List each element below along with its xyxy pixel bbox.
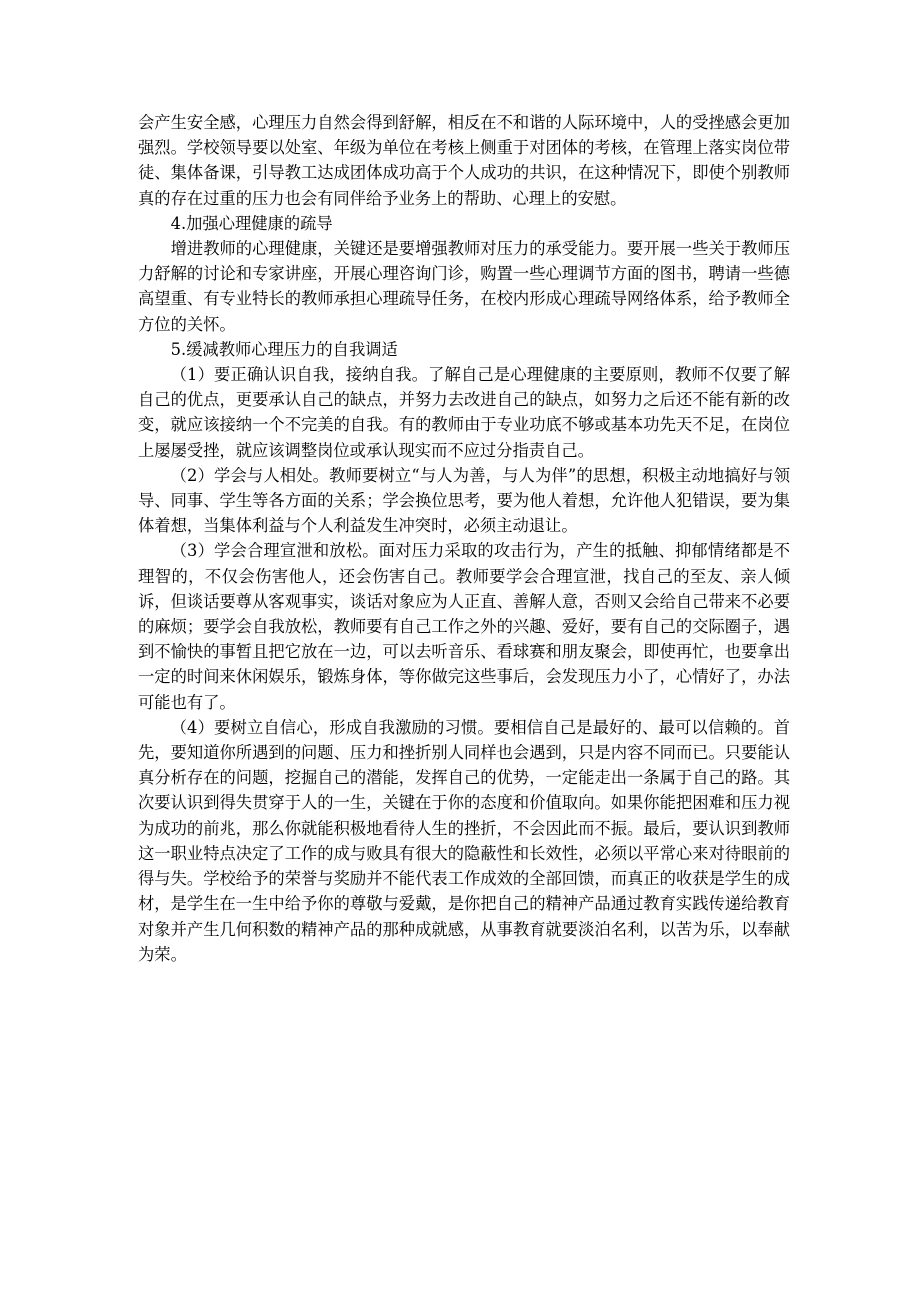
paragraph-4: 增进教师的心理健康，关键还是要增强教师对压力的承受能力。要开展一些关于教师压力舒解的讨论和专家讲座，开展心理咨询门诊，购置一些心理调节方面的图书，聘请一些德高望重、有专业特长的教师承担心理疏导任务，在校内形成心理疏导网络体系，给予教师全方位的关怀。 xyxy=(138,239,790,334)
paragraph-intro: 会产生安全感，心理压力自然会得到舒解，相反在不和谐的人际环境中，人的受挫感会更加强烈。学校领导要以处室、年级为单位在考核上侧重于对团体的考核，在管理上落实岗位带徒、集体备课，引导教工达成团体成功高于个人成功的共识，在这种情况下，即使个别教师真的存在过重的压力也会有同伴给予业务上的帮助、心理上的安慰。 xyxy=(138,113,790,208)
paragraph-5-1: （1）要正确认识自我，接纳自我。了解自己是心理健康的主要原则，教师不仅要了解自己的优点，更要承认自己的缺点，并努力去改进自己的缺点，如努力之后还不能有新的改变，就应该接纳一个不完美的自我。有的教师由于专业功底不够或基本功先天不足，在岗位上屡屡受挫，就应该调整岗位或承认现实而不应过分指责自己。 xyxy=(138,365,790,460)
paragraph-5-2: （2）学会与人相处。教师要树立“与人为善，与人为伴”的思想，积极主动地搞好与领导、同事、学生等各方面的关系；学会换位思考，要为他人着想，允许他人犯错误，要为集体着想，当集体利益与个人利益发生冲突时，必须主动退让。 xyxy=(138,465,790,536)
paragraph-5-3: （3）学会合理宣泄和放松。面对压力采取的攻击行为，产生的抵触、抑郁情绪都是不理智的，不仅会伤害他人，还会伤害自己。教师要学会合理宣泄，找自己的至友、亲人倾诉，但谈话要尊从客观事实，谈话对象应为人正直、善解人意，否则又会给自己带来不必要的麻烦；要学会自我放松，教师要有自己工作之外的兴趣、爱好，要有自己的交际圈子，遇到不愉快的事暂且把它放在一边，可以去听音乐、看球赛和朋友聚会，即使再忙，也要拿出一定的时间来休闲娱乐，锻炼身体，等你做完这些事后，会发现压力小了，心情好了，办法可能也有了。 xyxy=(138,541,790,712)
section-heading-4: 4.加强心理健康的疏导 xyxy=(170,213,333,233)
paragraph-5-4: （4）要树立自信心，形成自我激励的习惯。要相信自己是最好的、最可以信赖的。首先，要知道你所遇到的问题、压力和挫折别人同样也会遇到，只是内容不同而已。只要能认真分析存在的问题，挖掘自己的潜能，发挥自己的优势，一定能走出一条属于自己的路。其次要认识到得失贯穿于人的一生，关键在于你的态度和价值取向。如果你能把困难和压力视为成功的前兆，那么你就能积极地看待人生的挫折，不会因此而不振。最后，要认识到教师这一职业特点决定了工作的成与败具有很大的隐蔽性和长效性，必须以平常心来对待眼前的得与失。学校给予的荣誉与奖励并不能代表工作成效的全部回馈，而真正的收获是学生的成材，是学生在一生中给予你的尊敬与爱戴，是你把自己的精神产品通过教育实践传递给教育对象并产生几何积数的精神产品的那种成就感，从事教育就要淡泊名利，以苦为乐，以奉献为荣。 xyxy=(138,717,790,964)
document-page xyxy=(138,110,790,967)
section-heading-5: 5.缓减教师心理压力的自我调适 xyxy=(170,339,398,359)
